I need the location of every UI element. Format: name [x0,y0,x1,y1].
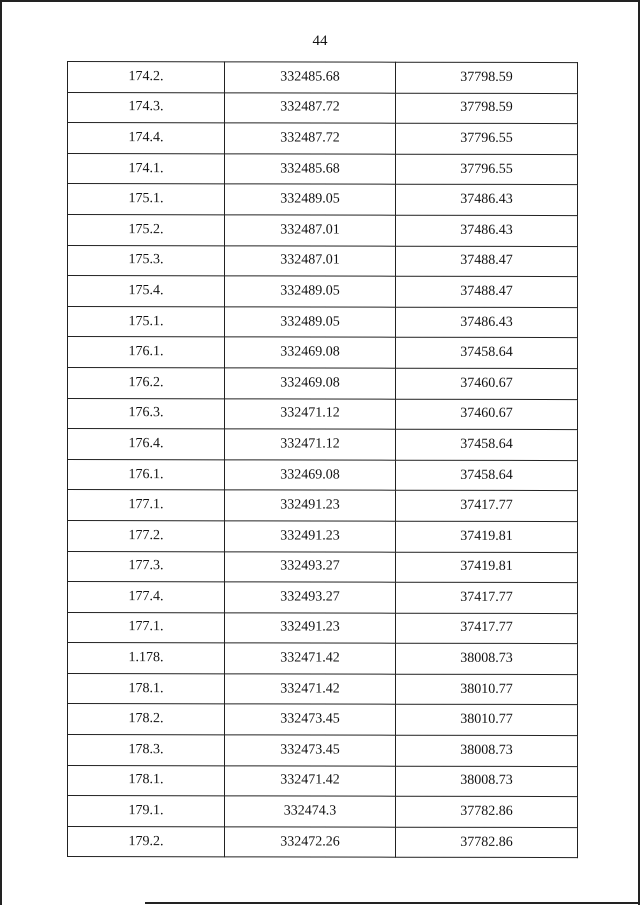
y-coordinate-cell: 37417.77 [396,582,578,613]
table-row [68,214,578,246]
x-coordinate-cell: 332491.23 [225,490,396,521]
x-coordinate-cell: 332485.68 [225,62,396,93]
y-coordinate-cell: 38010.77 [396,674,578,705]
y-coordinate-cell: 38008.73 [396,735,578,766]
x-coordinate-cell: 332489.05 [225,276,396,307]
table-row [68,551,578,583]
y-coordinate-cell: 37458.64 [396,460,578,491]
point-id-cell: 177.2. [68,520,225,551]
x-coordinate-cell: 332471.12 [225,429,396,460]
table-row [68,92,578,124]
point-id-cell: 178.1. [68,673,225,704]
point-id-cell: 175.1. [68,306,225,337]
table-row [68,429,578,461]
point-id-cell: 178.1. [68,765,225,796]
point-id-cell: 176.4. [68,429,225,460]
y-coordinate-cell: 37460.67 [396,368,578,399]
table-row [68,153,578,185]
y-coordinate-cell: 37782.86 [396,796,578,827]
y-coordinate-cell: 37488.47 [396,276,578,307]
y-coordinate-cell: 37796.55 [396,123,578,154]
x-coordinate-cell: 332471.12 [225,398,396,429]
x-coordinate-cell: 332489.05 [225,307,396,338]
table-row [68,582,578,614]
x-coordinate-cell: 332489.05 [225,184,396,215]
point-id-cell: 174.2. [68,62,225,93]
table-row [68,673,578,705]
table-row [68,490,578,522]
table-row [68,735,578,767]
y-coordinate-cell: 37798.59 [396,62,578,93]
point-id-cell: 176.3. [68,398,225,429]
y-coordinate-cell: 37796.55 [396,154,578,185]
y-coordinate-cell: 37798.59 [396,93,578,124]
scan-edge-bottom [145,902,640,904]
x-coordinate-cell: 332473.45 [225,704,396,735]
table-row [68,184,578,216]
table-row [68,306,578,338]
x-coordinate-cell: 332471.42 [225,643,396,674]
point-id-cell: 179.1. [68,796,225,827]
y-coordinate-cell: 37460.67 [396,399,578,430]
table-row [68,704,578,736]
x-coordinate-cell: 332487.72 [225,92,396,123]
y-coordinate-cell: 37486.43 [396,307,578,338]
point-id-cell: 176.1. [68,337,225,368]
point-id-cell: 176.1. [68,459,225,490]
x-coordinate-cell: 332485.68 [225,154,396,185]
table-row [68,765,578,797]
x-coordinate-cell: 332493.27 [225,582,396,613]
y-coordinate-cell: 37419.81 [396,552,578,583]
x-coordinate-cell: 332474.3 [225,796,396,827]
table-row [68,459,578,491]
x-coordinate-cell: 332493.27 [225,551,396,582]
point-id-cell: 178.2. [68,704,225,735]
page-number: 44 [312,33,328,49]
point-id-cell: 177.1. [68,612,225,643]
x-coordinate-cell: 332491.23 [225,613,396,644]
point-id-cell: 177.1. [68,490,225,521]
y-coordinate-cell: 37419.81 [396,521,578,552]
point-id-cell: 174.4. [68,123,225,154]
y-coordinate-cell: 37458.64 [396,429,578,460]
point-id-cell: 174.3. [68,92,225,123]
y-coordinate-cell: 37417.77 [396,613,578,644]
x-coordinate-cell: 332469.08 [225,337,396,368]
y-coordinate-cell: 38008.73 [396,643,578,674]
table-row [68,643,578,675]
x-coordinate-cell: 332469.08 [225,368,396,399]
table-row [68,276,578,308]
x-coordinate-cell: 332472.26 [225,827,396,858]
point-id-cell: 177.3. [68,551,225,582]
scan-edge-top [0,0,640,2]
point-id-cell: 178.3. [68,735,225,766]
x-coordinate-cell: 332487.01 [225,245,396,276]
table-row [68,826,578,858]
coordinates-table-body [68,62,578,859]
point-id-cell: 174.1. [68,153,225,184]
x-coordinate-cell: 332491.23 [225,521,396,552]
x-coordinate-cell: 332471.42 [225,674,396,705]
y-coordinate-cell: 37488.47 [396,246,578,277]
point-id-cell: 175.1. [68,184,225,215]
y-coordinate-cell: 38008.73 [396,766,578,797]
point-id-cell: 1.178. [68,643,225,674]
table-row [68,796,578,828]
table-row [68,123,578,155]
y-coordinate-cell: 37782.86 [396,827,578,858]
y-coordinate-cell: 37417.77 [396,491,578,522]
x-coordinate-cell: 332487.01 [225,215,396,246]
coordinates-table-wrapper [67,61,577,859]
x-coordinate-cell: 332471.42 [225,765,396,796]
point-id-cell: 175.4. [68,276,225,307]
scan-edge-left [0,0,2,905]
point-id-cell: 179.2. [68,826,225,857]
table-row [68,245,578,277]
point-id-cell: 175.2. [68,214,225,245]
table-row [68,337,578,369]
table-row [68,520,578,552]
point-id-cell: 177.4. [68,582,225,613]
table-row [68,612,578,644]
y-coordinate-cell: 37486.43 [396,215,578,246]
x-coordinate-cell: 332473.45 [225,735,396,766]
point-id-cell: 176.2. [68,367,225,398]
y-coordinate-cell: 37458.64 [396,338,578,369]
table-row [68,398,578,430]
table-row [68,62,578,94]
coordinates-table [67,61,578,859]
y-coordinate-cell: 38010.77 [396,705,578,736]
table-row [68,367,578,399]
point-id-cell: 175.3. [68,245,225,276]
x-coordinate-cell: 332469.08 [225,460,396,491]
y-coordinate-cell: 37486.43 [396,185,578,216]
x-coordinate-cell: 332487.72 [225,123,396,154]
